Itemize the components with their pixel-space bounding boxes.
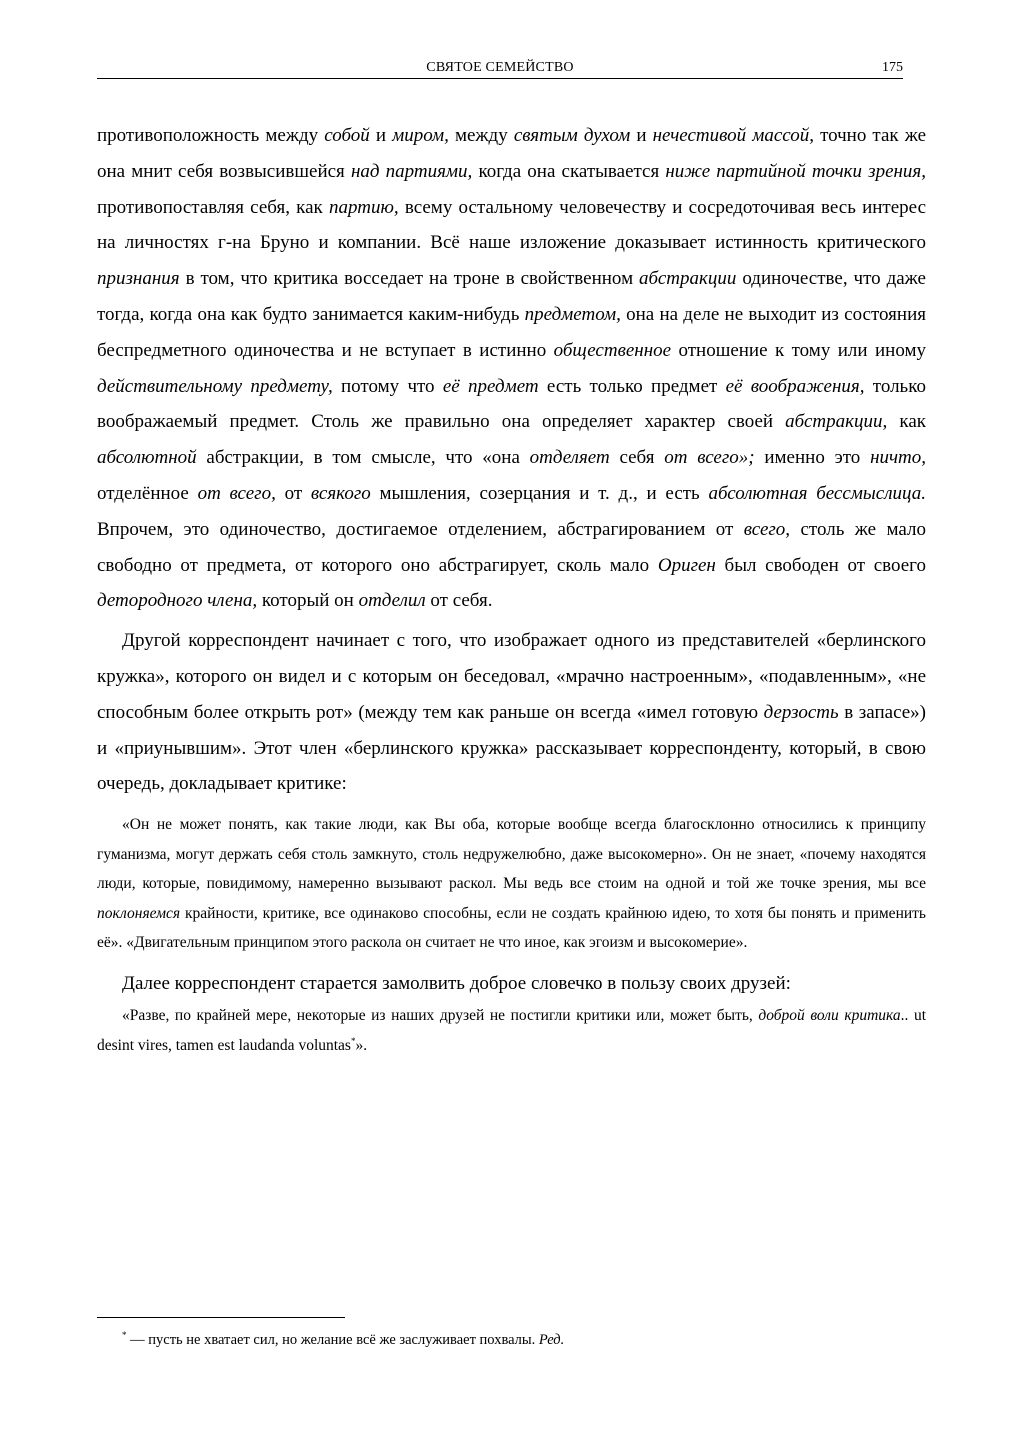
block-quote-1: «Он не может понять, как такие люди, как Вы оба, которые вообще всегда благосклонно относились к принципу гуманизма, могут держать себя столь замкнуто, столь недружелюбно, даже высокомерно». Он не знает, «почему находятся люди, которые, повидимому, намеренно вызывают раскол. Мы ведь все стоим на одной и той же точке зрения, мы все поклоняемся крайности, критике, все одинаково способны, если не создать крайнюю идею, то хотя бы понять и применить её». «Двигательным принципом этого раскола он считает не что иное, как эгоизм и высокомерие». [97,816,926,952]
footnote-text: — пусть не хватает сил, но желание всё же заслуживает похвалы. [126,1332,539,1348]
footnote-rule [97,1317,345,1318]
footnote-marker: * [122,1330,127,1340]
footnote-ref[interactable]: * [350,1035,356,1046]
running-title: СВЯТОЕ СЕМЕЙСТВО [426,60,574,75]
footnote-editor-mark: Ред. [538,1332,565,1348]
running-header [97,60,903,80]
paragraph-correspondent: Другой корреспондент начинает с того, что изображает одного из представителей «берлинского кружка», которого он видел и с которым он беседовал, «мрачно настроенным», «подавленным», «не способным более открыть рот» (между тем как раньше он всегда «имел готовую дерзость в запасе») и «приунывшим». Этот член «берлинского кружка» рассказывает корреспонденту, который, в свою очередь, докладывает критике: [97,630,927,795]
paragraph-friends: Далее корреспондент старается замолвить доброе словечко в пользу своих друзей: [122,972,791,994]
header-rule [97,78,903,79]
paragraph-continuation: противоположность между собой и миром, между святым духом и нечестивой массой, точно так же она мнит себя возвысившейся над партиями, когда она скатывается ниже партийной точки зрения, противопоставляя себя, как партию, всему остальному человечеству и сосредоточивая весь интерес на личностях г-на Бруно и компании. Всё наше изложение доказывает истинность критического признания в том, что критика восседает на троне в свойственном абстракции одиночестве, что даже тогда, когда она как будто занимается каким-нибудь предметом, она на деле не выходит из состояния беспредметного одиночества и не вступает в истинно общественное отношение к тому или иному действительному предмету, потому что её предмет есть только предмет её воображения, только воображаемый предмет. Столь же правильно она определяет характер своей абстракции, как абсолютной абстракции, в том смысле, что «она отделяет себя от всего»; именно это ничто, отделённое от всего, от всякого мышления, созерцания и т. д., и есть абсолютная бессмыслица. Впрочем, это одиночество, достигаемое отделением, абстрагированием от всего, столь же мало свободно от предмета, от которого оно абстрагирует, сколь мало Ориген был свободен от своего детородного члена, который он отделил от себя. [97,125,927,612]
block-quote-2: «Разве, по крайней мере, некоторые из наших друзей не постигли критики или, может быть, доброй воли критика.. ut desint vires, tamen est laudanda voluntas*». [97,1007,927,1054]
footnote [122,1330,564,1350]
page-number: 175 [882,60,903,75]
main-text [97,118,926,1060]
